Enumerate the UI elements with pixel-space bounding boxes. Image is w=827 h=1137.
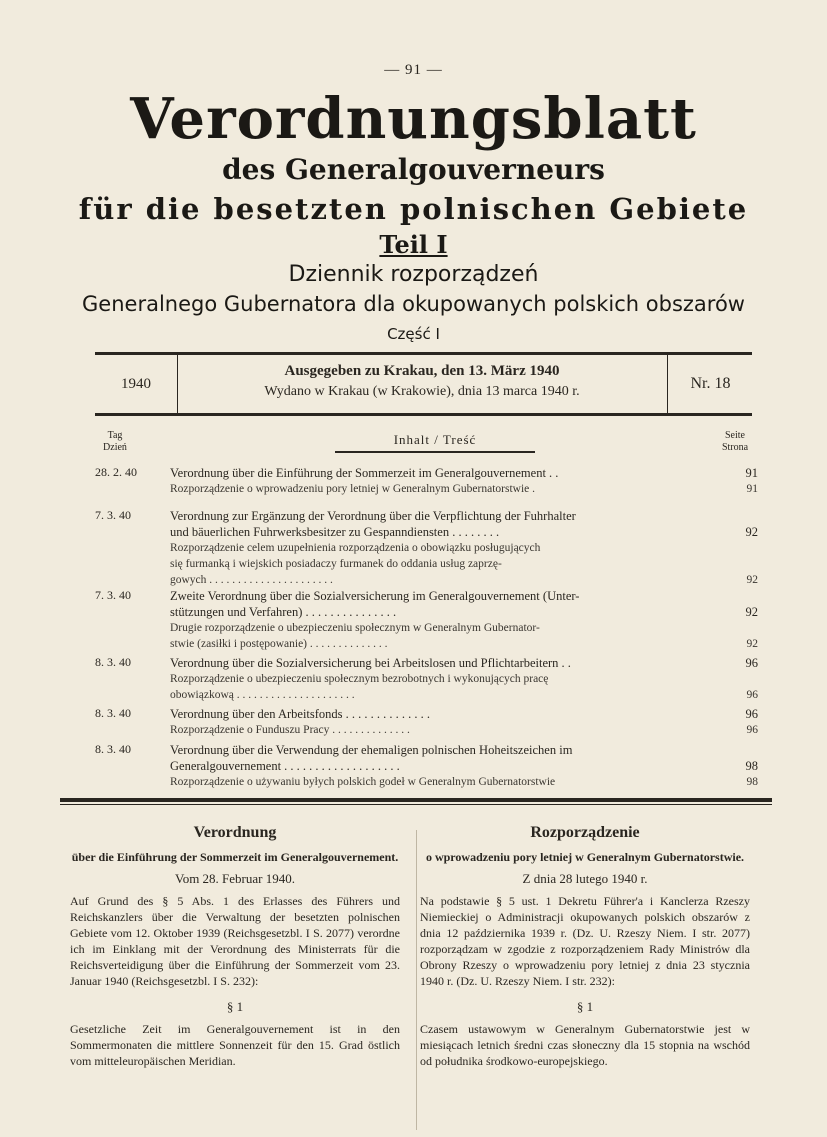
right-preamble: Na podstawie § 5 ust. 1 Dekretu Führer'a i Kanclerza Rzeszy Niemieckiej o Administracji okupowanych polskich obszarów z dnia 12 października 1939 r. (Dz. U. Rzeszy Niem. I str. 2077) rozporządzam w zgodzie z rozporządzeniem Rady Ministrów dla Obrony Rzeszy o wprowadzeniu pory letniej z dnia 23 stycznia 1940 r. (Dz. U. Rzeszy Niem. I str. 232):: [420, 894, 750, 988]
toc-entry-line: [170, 742, 718, 758]
toc-entry-text: Drugie rozporządzenie o ubezpieczeniu społecznym w Generalnym Gubernator-: [170, 622, 540, 634]
toc-entry-text: und bäuerlichen Fuhrwerksbesitzer zu Gespanndiensten . . . . . . . .: [170, 525, 500, 539]
toc-entry-date: 8. 3. 40: [95, 742, 131, 756]
toc-entry-date: 8. 3. 40: [95, 706, 131, 720]
left-heading: Verordnung: [193, 824, 277, 841]
issued-de: Ausgegeben zu Krakau, den 13. März 1940: [284, 363, 560, 379]
toc-entry-line: [170, 671, 718, 687]
toc-entry-line: [170, 636, 758, 652]
toc-entry-page: 96: [745, 707, 758, 721]
toc-entry-page: 98: [745, 759, 758, 773]
toc-entry-line: [170, 604, 758, 620]
toc-entry-page: 98: [746, 776, 758, 788]
section-divider: [60, 798, 772, 802]
toc-entry-line: [170, 508, 718, 524]
toc-entry-date: 7. 3. 40: [95, 588, 131, 602]
toc-entry-date: 7. 3. 40: [95, 508, 131, 522]
right-section-text: Czasem ustawowym w Generalnym Gubernatorstwie jest w miesiącach letnich średni czas słoneczny dla 15 stopnia na wschód od południka środkowo-europejskiego.: [420, 1022, 750, 1068]
issue-year: 1940: [95, 355, 178, 413]
left-subheading: über die Einführung der Sommerzeit im Generalgouvernement.: [71, 850, 399, 864]
toc-entry-page: 92: [746, 638, 758, 650]
toc-entry-text: stützungen und Verfahren) . . . . . . . . . . . . . . .: [170, 605, 397, 619]
toc-entry-text: Verordnung über den Arbeitsfonds . . . . . . . . . . . . . .: [170, 707, 431, 721]
toc-entry-body: [170, 655, 758, 703]
toc-day-label: [95, 430, 135, 454]
toc-entry-text: Rozporządzenie o wprowadzeniu pory letniej w Generalnym Gubernatorstwie .: [170, 483, 535, 495]
german-column: [70, 824, 400, 1069]
toc-entry-text: się furmanką i wiejskich posiadaczy furmanek do oddania usług zaprzę-: [170, 558, 502, 570]
toc-entry-line: [170, 620, 718, 636]
toc-entry-text: Verordnung über die Sozialversicherung bei Arbeitslosen und Pflichtarbeitern . .: [170, 656, 571, 670]
toc-heading: [265, 432, 605, 453]
toc-entry-text: Zweite Verordnung über die Sozialversicherung im Generalgouvernement (Unter-: [170, 589, 580, 603]
toc-entry-line: [170, 572, 758, 588]
toc-page-label-pl: Strona: [721, 442, 749, 453]
toc-entry-date: 8. 3. 40: [95, 655, 131, 669]
toc-entry-body: [170, 706, 758, 738]
section-divider-thin: [60, 804, 772, 805]
toc-entry-page: 96: [746, 724, 758, 736]
column-divider: [416, 830, 417, 1130]
masthead-line3: für die besetzten polnischen Gebiete: [78, 192, 749, 226]
toc-entry-body: [170, 588, 758, 652]
toc-entry-page: 96: [746, 689, 758, 701]
toc-page-label: [715, 430, 755, 454]
toc-entry-line: [170, 465, 758, 481]
toc-entry-text: gowych . . . . . . . . . . . . . . . . . . . . . .: [170, 574, 333, 586]
toc-entry-line: [170, 774, 758, 790]
toc-entry-line: [170, 687, 758, 703]
masthead-title-pl: Dziennik rozporządzeń: [288, 262, 539, 287]
toc-header: [95, 430, 755, 462]
masthead-line2-pl: Generalnego Gubernatora dla okupowanych polskich obszarów: [82, 292, 745, 316]
issue-number: Nr. 18: [667, 355, 753, 413]
left-section-text: Gesetzliche Zeit im Generalgouvernement ist in den Sommermonaten die mittlere Sonnenzeit für den 15. Grad östlich vom mitteleuropäischen Meridian.: [70, 1022, 400, 1068]
issued-pl: Wydano w Krakau (w Krakowie), dnia 13 marca 1940 r.: [264, 384, 580, 399]
toc-page-label-de: Seite: [725, 430, 745, 441]
toc-entry-line: [170, 706, 758, 722]
toc-entry-body: [170, 465, 758, 497]
toc-entry-text: Rozporządzenie o używaniu byłych polskich godeł w Generalnym Gubernatorstwie: [170, 776, 556, 788]
toc-entry-text: Verordnung über die Verwendung der ehemaligen polnischen Hoheitszeichen im: [170, 743, 573, 757]
toc-entry-page: 91: [746, 483, 758, 495]
left-date: Vom 28. Februar 1940.: [174, 871, 295, 886]
issue-place-date: [177, 363, 667, 400]
toc-entry-line: [170, 655, 758, 671]
toc-day-label-de: Tag: [107, 430, 123, 441]
toc-entry-line: [170, 722, 758, 738]
toc-entry-page: 96: [745, 656, 758, 670]
toc-entry-line: [170, 524, 758, 540]
right-date: Z dnia 28 lutego 1940 r.: [522, 871, 648, 886]
toc-heading-rule: [335, 451, 535, 453]
toc-entry-page: 92: [745, 605, 758, 619]
toc-entry-page: 91: [745, 466, 758, 480]
toc-entry-date: 28. 2. 40: [95, 465, 137, 479]
masthead-title: Verordnungsblatt: [130, 86, 697, 152]
toc-entry-text: Rozporządzenie o Funduszu Pracy . . . . . . . . . . . . . .: [170, 724, 410, 736]
toc-heading-text: Inhalt / Treść: [393, 432, 477, 447]
toc-entry-line: [170, 556, 718, 572]
left-preamble: Auf Grund des § 5 Abs. 1 des Erlasses des Führers und Reichskanzlers über die Verwaltung der besetzten polnischen Gebiete vom 12. Oktober 1939 (Reichsgesetzbl. I S. 2077) verordne ich im Einklang mit der Verordnung des Ministerrats für die Reichsverteidigung über die Einführung der Sommerzeit vom 23. Januar 1940 (Reichsgesetzbl. I S. 232):: [70, 894, 400, 988]
toc-entry-body: [170, 508, 758, 588]
toc-entry-text: Rozporządzenie o ubezpieczeniu społecznym bezrobotnych i wykonujących pracę: [170, 673, 549, 685]
right-heading: Rozporządzenie: [530, 824, 640, 841]
toc-entry-page: 92: [746, 574, 758, 586]
right-subheading: o wprowadzeniu pory letniej w Generalnym Gubernatorstwie.: [425, 850, 745, 864]
polish-column: [420, 824, 750, 1069]
toc-entry-page: 92: [745, 525, 758, 539]
left-section: § 1: [226, 999, 244, 1014]
toc-entry-line: [170, 588, 718, 604]
page-number: — 91 —: [384, 62, 443, 78]
toc-entry-line: [170, 540, 718, 556]
toc-entry-body: [170, 742, 758, 790]
toc-entry-text: Generalgouvernement . . . . . . . . . . . . . . . . . . .: [170, 759, 400, 773]
toc-entry-text: Verordnung zur Ergänzung der Verordnung über die Verpflichtung der Fuhrhalter: [170, 509, 576, 523]
masthead-part-pl: Część I: [387, 325, 440, 343]
toc-entry-text: stwie (zasiłki i postępowanie) . . . . . . . . . . . . . .: [170, 638, 388, 650]
right-section: § 1: [576, 999, 594, 1014]
toc-entry-text: Verordnung über die Einführung der Sommerzeit im Generalgouvernement . .: [170, 466, 559, 480]
issue-bar: [95, 352, 752, 416]
masthead-line2: des Generalgouverneurs: [222, 153, 605, 186]
toc-entry-text: obowiązkową . . . . . . . . . . . . . . . . . . . . .: [170, 689, 355, 701]
toc-day-label-pl: Dzień: [103, 442, 127, 453]
masthead-part-de: Teil I: [379, 230, 448, 259]
toc-entry-line: [170, 481, 758, 497]
toc-entry-text: Rozporządzenie celem uzupełnienia rozporządzenia o obowiązku posługujących: [170, 542, 541, 554]
toc-entry-line: [170, 758, 758, 774]
